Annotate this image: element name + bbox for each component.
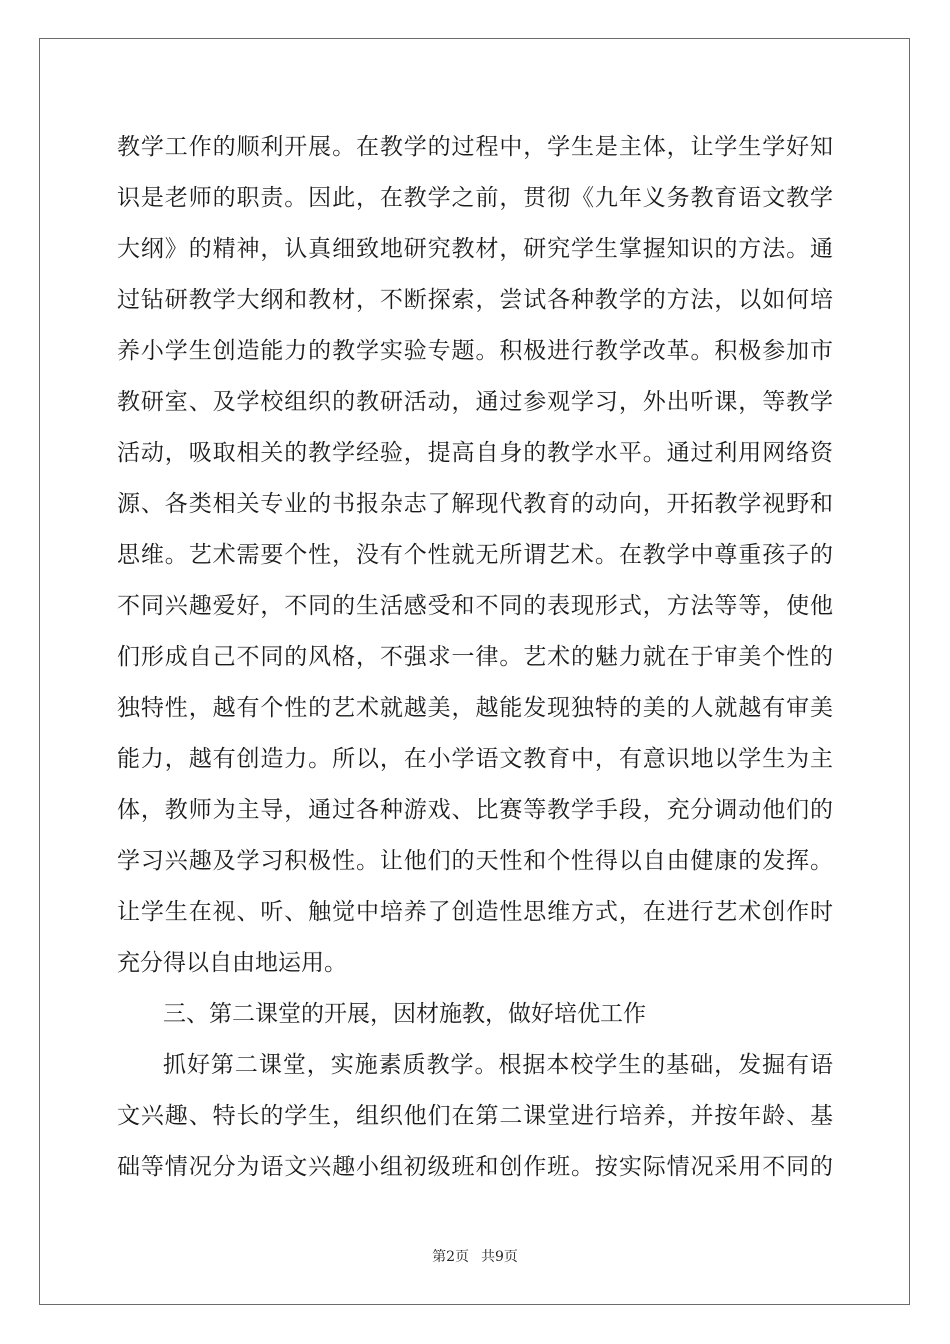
text-line: 思维。艺术需要个性，没有个性就无所谓艺术。在教学中尊重孩子的 — [117, 542, 833, 568]
text-line: 体，教师为主导，通过各种游戏、比赛等教学手段，充分调动他们的 — [117, 797, 833, 823]
text-line: 充分得以自由地运用。 — [117, 950, 347, 976]
text-line: 础等情况分为语文兴趣小组初级班和创作班。按实际情况采用不同的 — [117, 1154, 833, 1180]
text-line: 文兴趣、特长的学生，组织他们在第二课堂进行培养，并按年龄、基 — [117, 1103, 833, 1129]
page-footer — [0, 1246, 950, 1266]
page-number: 第2页 — [432, 1249, 469, 1265]
text-line: 们形成自己不同的风格，不强求一律。艺术的魅力就在于审美个性的 — [117, 644, 833, 670]
text-line: 源、各类相关专业的书报杂志了解现代教育的动向，开拓教学视野和 — [117, 491, 833, 517]
text-line: 学习兴趣及学习积极性。让他们的天性和个性得以自由健康的发挥。 — [117, 848, 833, 874]
document-body — [117, 122, 833, 1193]
text-line: 大纲》的精神，认真细致地研究教材，研究学生掌握知识的方法。通 — [117, 236, 833, 262]
text-line: 养小学生创造能力的教学实验专题。积极进行教学改革。积极参加市 — [117, 338, 833, 364]
text-line: 不同兴趣爱好，不同的生活感受和不同的表现形式，方法等等，使他 — [117, 593, 833, 619]
text-line: 过钻研教学大纲和教材，不断探索，尝试各种教学的方法，以如何培 — [117, 287, 833, 313]
text-line: 活动，吸取相关的教学经验，提高自身的教学水平。通过利用网络资 — [117, 440, 833, 466]
total-pages: 共9页 — [481, 1249, 518, 1265]
text-line: 教学工作的顺利开展。在教学的过程中，学生是主体，让学生学好知 — [117, 134, 833, 160]
text-line: 让学生在视、听、触觉中培养了创造性思维方式，在进行艺术创作时 — [117, 899, 833, 925]
text-line: 独特性，越有个性的艺术就越美，越能发现独特的美的人就越有审美 — [117, 695, 833, 721]
text-line: 能力，越有创造力。所以，在小学语文教育中，有意识地以学生为主 — [117, 746, 833, 772]
text-line: 抓好第二课堂，实施素质教学。根据本校学生的基础，发掘有语 — [163, 1052, 833, 1078]
section-heading: 三、第二课堂的开展，因材施教，做好培优工作 — [163, 1001, 646, 1027]
text-line: 识是老师的职责。因此，在教学之前，贯彻《九年义务教育语文教学 — [117, 185, 833, 211]
text-line: 教研室、及学校组织的教研活动，通过参观学习，外出听课，等教学 — [117, 389, 833, 415]
